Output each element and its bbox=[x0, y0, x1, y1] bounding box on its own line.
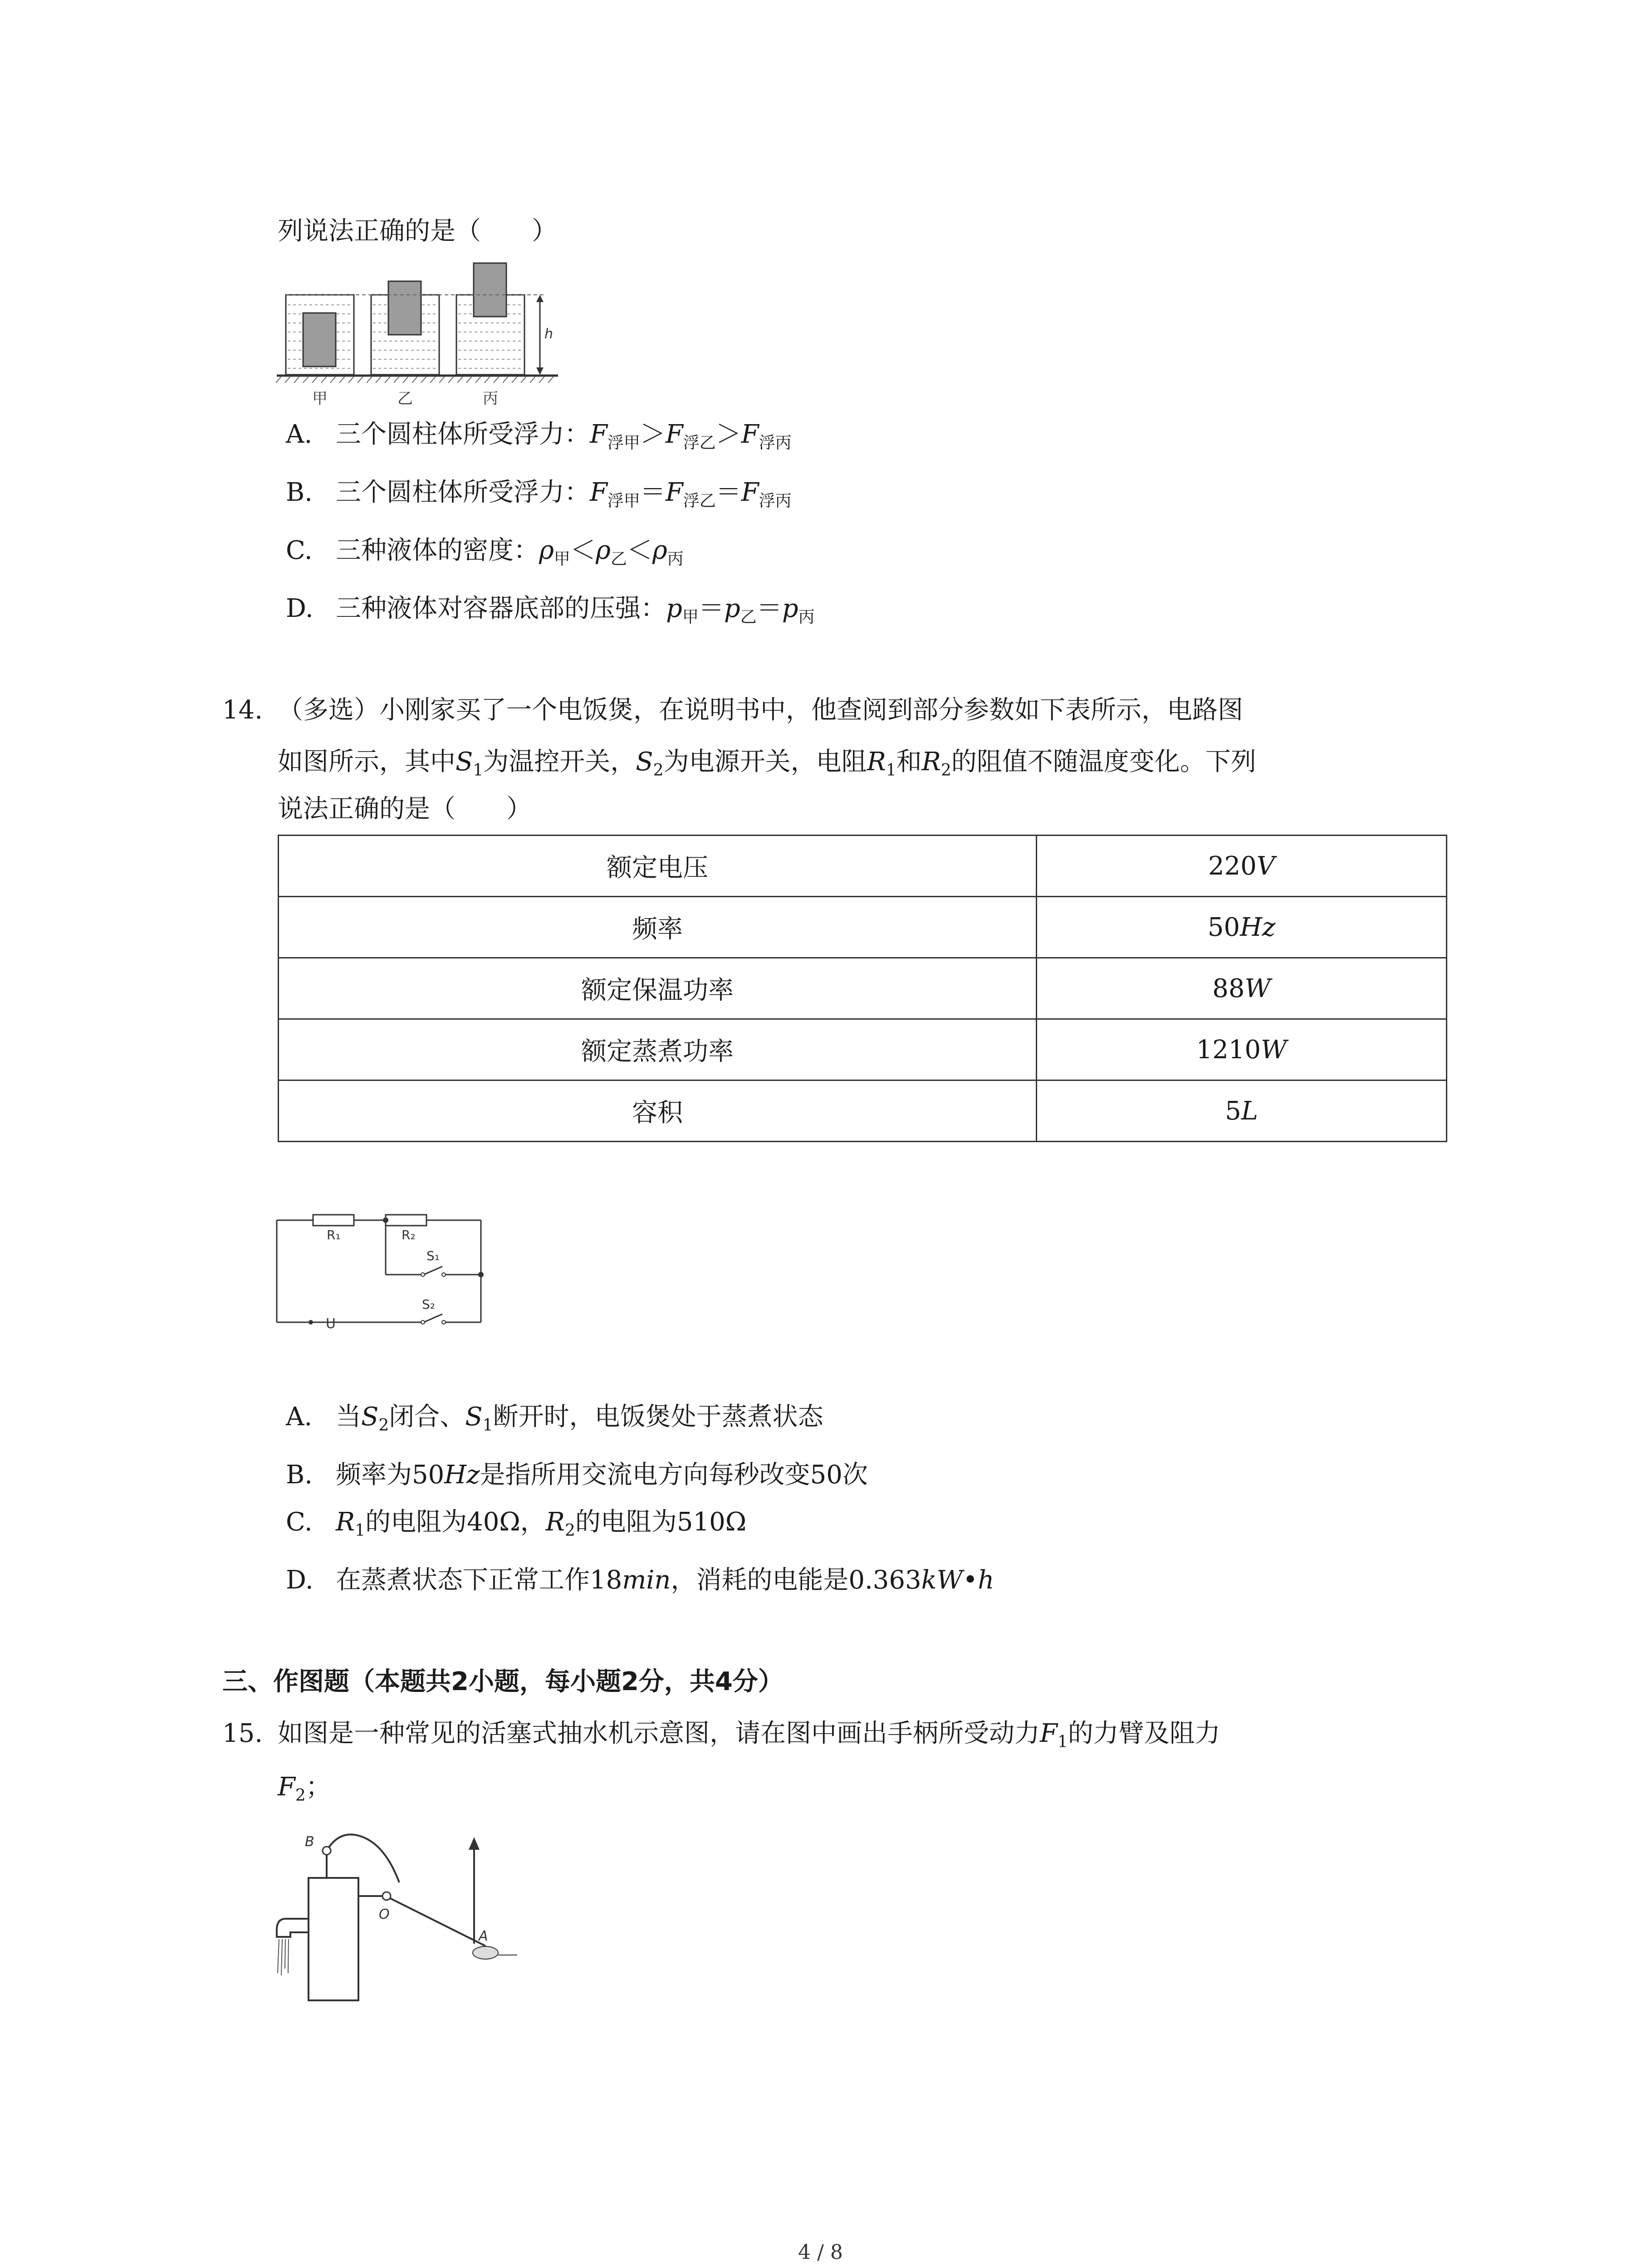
table-row bbox=[279, 958, 1447, 1019]
q14-line3: 说法正确的是（ ） bbox=[278, 794, 532, 824]
q14-option-a: A. 当$S_2$闭合、$S_1$断开时，电饭煲处于蒸煮状态 bbox=[286, 1402, 823, 1435]
label-s2: S₂ bbox=[422, 1297, 435, 1312]
q13-containers-figure bbox=[272, 254, 563, 417]
container-bing bbox=[456, 263, 524, 375]
q14-option-c: C. $R_1$的电阻为40Ω，$R_2$的电阻为510Ω bbox=[286, 1507, 747, 1540]
label-b: B bbox=[305, 1834, 314, 1850]
switch-s1 bbox=[424, 1266, 442, 1275]
label-u: U bbox=[326, 1316, 336, 1332]
water-stream bbox=[278, 1939, 289, 1975]
label-s1: S₁ bbox=[426, 1248, 440, 1263]
resistor-r2 bbox=[386, 1215, 426, 1226]
pump-handle bbox=[386, 1896, 485, 1946]
q13-option-b: B. 三个圆柱体所受浮力：$F_{浮甲}=F_{浮乙}=F_{浮丙}$ bbox=[286, 478, 792, 510]
q15-line2: $F_2$； bbox=[278, 1772, 331, 1805]
table-row bbox=[279, 1080, 1447, 1142]
q15-number: 15. bbox=[222, 1719, 263, 1748]
container-jia bbox=[286, 295, 354, 375]
param-value: 5L bbox=[1037, 1080, 1447, 1142]
label-r1: R₁ bbox=[327, 1227, 341, 1242]
q15-line1: 如图是一种常见的活塞式抽水机示意图，请在图中画出手柄所受动力$F_1$的力臂及阻力 bbox=[278, 1719, 1220, 1751]
param-name: 额定电压 bbox=[279, 836, 1037, 897]
q13-tail-line: 列说法正确的是（ ） bbox=[278, 216, 557, 246]
circuit-diagram bbox=[272, 1207, 499, 1343]
pump-spout bbox=[277, 1919, 309, 1937]
label-a: A bbox=[479, 1928, 488, 1944]
q13-option-c: C. 三种液体的密度：$\rho_甲<\rho_乙<\rho_丙$ bbox=[286, 536, 684, 568]
pivot-o bbox=[382, 1892, 391, 1900]
params-table bbox=[278, 835, 1447, 1142]
q14-line1: （多选）小刚家买了一个电饭煲，在说明书中，他查阅到部分参数如下表所示，电路图 bbox=[278, 695, 1243, 725]
cylinder-yi bbox=[388, 281, 421, 335]
q14-line2: 如图所示，其中$S_1$为温控开关，$S_2$为电源开关，电阻$R_1$和$R_2$的阻值不随温度变化。下列 bbox=[278, 747, 1256, 780]
param-value: 220V bbox=[1037, 836, 1447, 897]
q13-option-a: A. 三个圆柱体所受浮力：$F_{浮甲}>F_{浮乙}>F_{浮丙}$ bbox=[286, 420, 792, 452]
table-row bbox=[279, 836, 1447, 897]
param-name: 频率 bbox=[279, 897, 1037, 958]
param-name: 额定蒸煮功率 bbox=[279, 1019, 1037, 1080]
param-name: 容积 bbox=[279, 1080, 1037, 1142]
ground-hatch bbox=[276, 376, 554, 383]
cylinder-jia bbox=[303, 313, 336, 367]
param-value: 88W bbox=[1037, 958, 1447, 1019]
hand bbox=[473, 1946, 498, 1959]
pump-cylinder bbox=[309, 1878, 358, 2000]
page-number: 4 / 8 bbox=[798, 2241, 843, 2264]
cylinder-bing bbox=[474, 263, 506, 317]
q14-number: 14. bbox=[222, 695, 263, 725]
label-r2: R₂ bbox=[402, 1227, 416, 1242]
q13-option-d: D. 三种液体对容器底部的压强：$p_甲=p_乙=p_丙$ bbox=[286, 594, 815, 626]
q14-option-b: B. 频率为50Hz是指所用交流电方向每秒改变50次 bbox=[286, 1460, 868, 1490]
piston-rod bbox=[327, 1834, 399, 1882]
table-row bbox=[279, 897, 1447, 958]
label-jia: 甲 bbox=[312, 390, 328, 408]
table-row bbox=[279, 1019, 1447, 1080]
label-yi: 乙 bbox=[397, 390, 413, 408]
h-label: h bbox=[544, 326, 554, 342]
resistor-r1 bbox=[313, 1215, 354, 1226]
section-3-title: 三、作图题（本题共2小题，每小题2分，共4分） bbox=[222, 1667, 784, 1696]
label-bing: 丙 bbox=[483, 390, 498, 408]
param-value: 50Hz bbox=[1037, 897, 1447, 958]
pump-figure bbox=[272, 1823, 544, 2005]
param-value: 1210W bbox=[1037, 1019, 1447, 1080]
param-name: 额定保温功率 bbox=[279, 958, 1037, 1019]
switch-s2 bbox=[424, 1314, 442, 1322]
label-o: O bbox=[379, 1906, 390, 1922]
q14-option-d: D. 在蒸煮状态下正常工作18min，消耗的电能是0.363kW•h bbox=[286, 1565, 994, 1595]
